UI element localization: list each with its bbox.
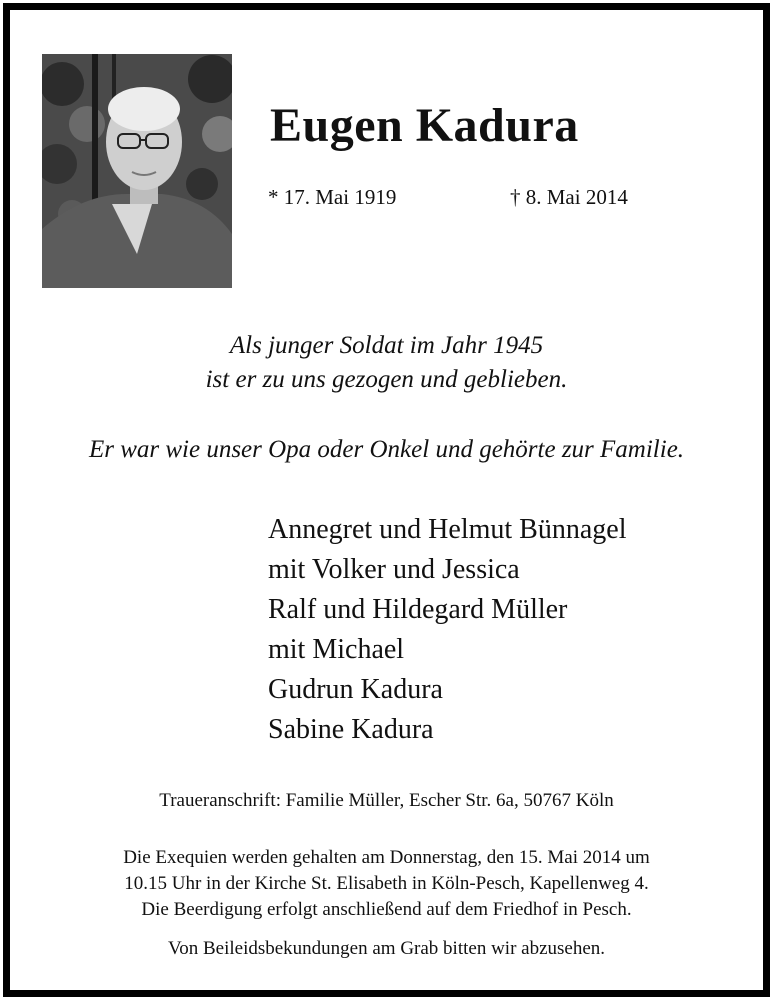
quote-line: Als junger Soldat im Jahr 1945 [229, 332, 544, 359]
mourners-list [268, 510, 626, 750]
service-line: Die Exequien werden gehalten am Donnerstag, den 15. Mai 2014 um [123, 847, 650, 868]
service-line: Die Beerdigung erfolgt anschließend auf dem Friedhof in Pesch. [141, 899, 632, 920]
portrait-photo [42, 54, 232, 288]
portrait-image [42, 54, 232, 288]
quote-line: Er war wie unser Opa oder Onkel und gehörte zur Familie. [88, 436, 685, 463]
deceased-name: Eugen Kadura [270, 99, 579, 152]
birth-date: * 17. Mai 1919 [268, 185, 397, 209]
service-details [10, 845, 763, 923]
mourner-line: Sabine Kadura [268, 714, 434, 745]
obituary-frame [3, 3, 770, 997]
mourner-line: Annegret und Helmut Bünnagel [268, 514, 627, 545]
mourner-line: Gudrun Kadura [268, 674, 443, 705]
service-line: 10.15 Uhr in der Kirche St. Elisabeth in Köln-Pesch, Kapellenweg 4. [124, 873, 649, 894]
condolence-note: Von Beileidsbekundungen am Grab bitten wir abzusehen. [167, 938, 606, 959]
quote-line: ist er zu uns gezogen und geblieben. [205, 366, 568, 393]
mourner-line: mit Volker und Jessica [268, 554, 520, 585]
death-date: † 8. Mai 2014 [510, 185, 628, 209]
mourner-line: Ralf und Hildegard Müller [268, 594, 568, 625]
mourner-line: mit Michael [268, 634, 405, 665]
mourning-address: Traueranschrift: Familie Müller, Escher Str. 6a, 50767 Köln [159, 790, 614, 811]
